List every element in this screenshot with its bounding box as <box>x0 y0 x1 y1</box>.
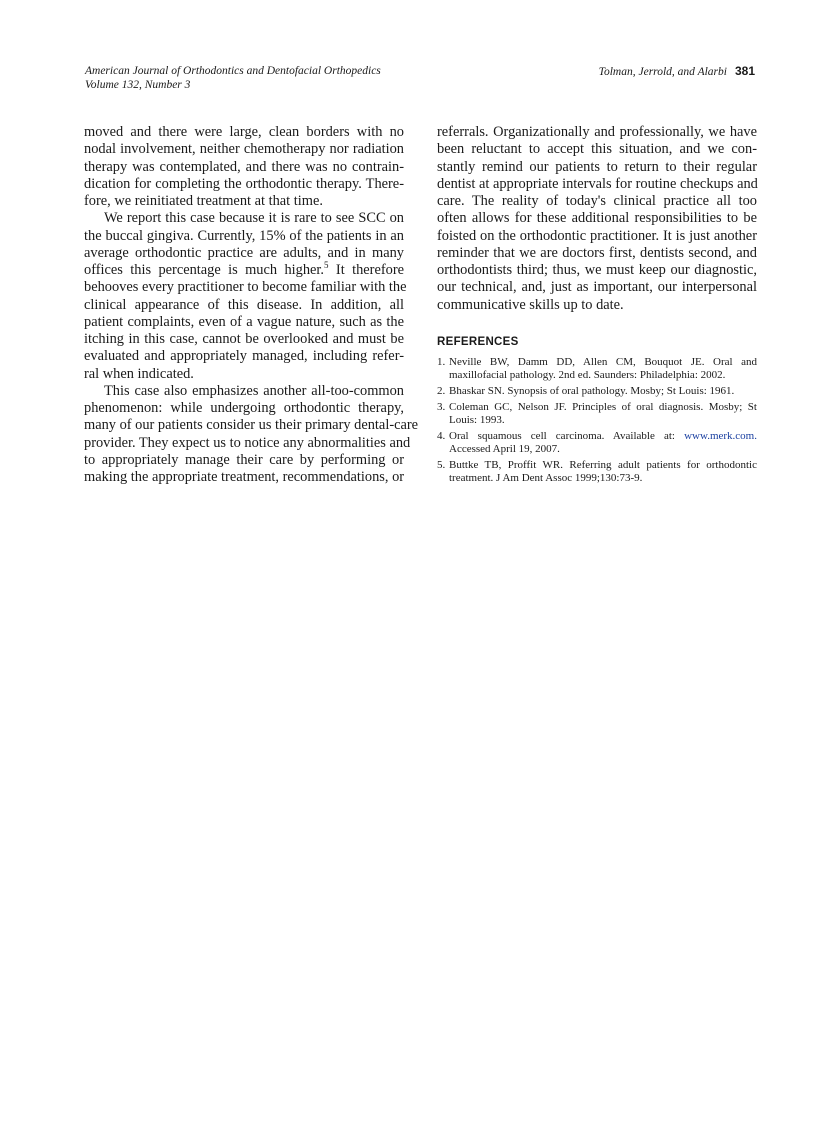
text-line: stantly remind our patients to return to their regular <box>437 158 757 175</box>
journal-title: American Journal of Orthodontics and Dentofacial Orthopedics <box>85 65 381 77</box>
text-line: provider. They expect us to notice any abnormalities and <box>84 434 411 451</box>
text-line: dentist at appropriate intervals for routine checkups and <box>437 175 758 192</box>
running-header-left <box>85 64 381 92</box>
reference-item <box>437 430 760 456</box>
text-segment: offices this percentage is much higher. <box>84 262 325 278</box>
text-segment: It therefore <box>328 262 405 278</box>
reference-text: Bhaskar SN. Synopsis of oral pathology. Mosby; St Louis: 1961. <box>449 385 735 397</box>
reference-item <box>437 459 757 485</box>
page-number: 381 <box>734 64 755 78</box>
text-line: been reluctant to accept this situation, and we con- <box>437 141 757 158</box>
reference-number: 3. <box>437 401 446 413</box>
reference-text-part: Accessed April 19, 2007. <box>449 430 760 455</box>
text-line: foisted on the orthodontic practitioner. It is just another <box>437 227 757 244</box>
reference-text: Neville BW, Damm DD, Allen CM, Bouquot JE. Oral and maxillofacial pathology. 2nd ed. Saunders: Philadelphia: 2002. <box>449 356 757 381</box>
reference-text <box>449 430 760 456</box>
reference-number: 2. <box>437 385 446 397</box>
text-line: average orthodontic practice are adults, and in many <box>84 244 404 261</box>
reference-text: Coleman GC, Nelson JF. Principles of oral diagnosis. Mosby; St Louis: 1993. <box>449 401 757 426</box>
journal-volume: Volume 132, Number 3 <box>85 79 191 91</box>
reference-number: 4. <box>437 430 446 442</box>
text-line: fore, we reinitiated treatment at that time. <box>84 193 323 209</box>
reference-item <box>437 401 757 427</box>
text-line: the buccal gingiva. Currently, 15% of the patients in an <box>84 227 404 244</box>
text-line: evaluated and appropriately managed, including refer- <box>84 348 404 365</box>
text-line: communicative skills up to date. <box>437 296 624 313</box>
text-line: patient complaints, even of a vague nature, such as the <box>84 313 404 330</box>
references-section <box>437 336 760 488</box>
text-line: care. The reality of today's clinical practice all too <box>437 193 757 209</box>
text-line: dication for completing the orthodontic therapy. There- <box>84 175 404 192</box>
text-line: behooves every practitioner to become familiar with the <box>84 279 407 296</box>
text-line: phenomenon: while undergoing orthodontic therapy, <box>84 400 404 416</box>
article-authors: Tolman, Jerrold, and Alarbi <box>598 66 727 78</box>
text-line <box>84 262 404 279</box>
reference-text-part: Oral squamous cell carcinoma. Available at: <box>449 430 685 442</box>
text-line: our technical, and, just as important, our interpersonal <box>437 279 757 296</box>
text-line: nodal involvement, neither chemotherapy nor radiation <box>84 141 404 158</box>
text-line: clinical appearance of this disease. In addition, all <box>84 296 404 313</box>
text-line: itching in this case, cannot be overlooked and must be <box>84 331 404 347</box>
text-line: ral when indicated. <box>84 365 194 382</box>
text-line: often allows for these additional responsibilities to be <box>437 210 757 227</box>
reference-number: 1. <box>437 356 446 368</box>
text-line: referrals. Organizationally and professionally, we have <box>437 124 757 140</box>
text-line: moved and there were large, clean borders with no <box>84 124 404 140</box>
text-line: We report this case because it is rare to see SCC on <box>104 210 404 227</box>
running-header-right <box>599 64 755 79</box>
reference-link[interactable]: www.merk.com. <box>684 430 757 442</box>
reference-item <box>437 356 757 382</box>
references-heading: REFERENCES <box>437 336 519 348</box>
text-line: many of our patients consider us their primary dental-care <box>84 417 419 434</box>
reference-number: 5. <box>437 459 446 471</box>
reference-text: Buttke TB, Proffit WR. Referring adult patients for orthodontic treatment. J Am Dent Assoc 1999;130:73-9. <box>449 459 757 484</box>
citation-superscript: 5 <box>324 260 329 270</box>
body-column-left <box>84 124 419 486</box>
text-line: This case also emphasizes another all-too-common <box>104 382 404 399</box>
text-line: reminder that we are doctors first, dentists second, and <box>437 244 757 261</box>
text-line: making the appropriate treatment, recommendations, or <box>84 469 405 485</box>
text-line: therapy was contemplated, and there was no contrain- <box>84 158 404 175</box>
text-line: orthodontists third; thus, we must keep our diagnostic, <box>437 262 757 278</box>
body-column-right <box>437 124 757 314</box>
reference-item <box>437 385 757 398</box>
text-line: to appropriately manage their care by performing or <box>84 451 404 468</box>
